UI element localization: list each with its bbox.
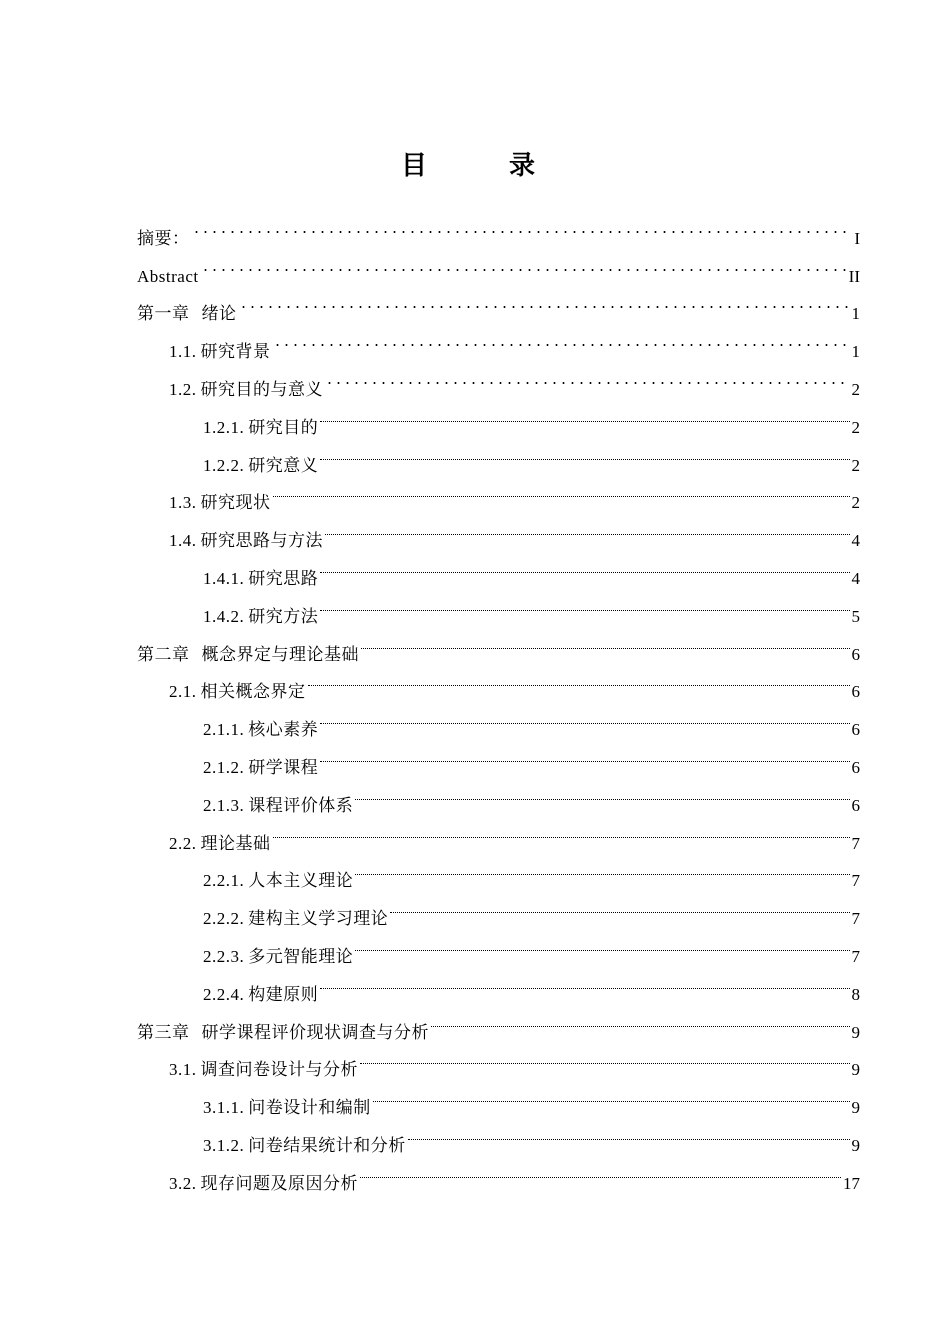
toc-page-number: II [848, 266, 860, 286]
toc-entry-label: 调查问卷设计与分析 [200, 1060, 358, 1080]
toc-entry-label: 研学课程 [248, 757, 319, 777]
toc-entry-label: 研学课程评价现状调查与分析 [201, 1022, 429, 1042]
dot-leader [320, 962, 849, 1000]
toc-entry[interactable] [137, 206, 860, 248]
dot-leader [390, 886, 849, 924]
toc-entry-title [137, 258, 199, 296]
dot-leader [273, 471, 850, 509]
toc-entry-title [203, 409, 318, 447]
toc-page-number: 1 [851, 342, 860, 362]
toc-entry[interactable] [137, 282, 860, 324]
dot-leader [201, 244, 847, 282]
page-title: 目 录 [400, 151, 563, 181]
dot-leader [360, 1038, 850, 1076]
toc-entry-title [169, 522, 323, 560]
toc-page-number: 8 [851, 984, 860, 1004]
dot-leader [320, 546, 849, 584]
dot-leader [239, 282, 850, 320]
toc-page-number: 5 [851, 606, 860, 626]
toc-entry-label: 构建原则 [248, 984, 319, 1004]
toc-entry-number: 3.2. [169, 1173, 197, 1193]
dot-leader [361, 622, 850, 660]
toc-page-number: 4 [851, 531, 860, 551]
toc-entry-number: 3.1.1. [203, 1098, 245, 1118]
dot-leader [325, 357, 850, 395]
toc-entry-number: 1.2.2. [203, 455, 245, 475]
toc-page-number: 7 [851, 833, 860, 853]
toc-entry-number: 3.1.2. [203, 1135, 245, 1155]
toc-page-number: 9 [851, 1022, 860, 1042]
toc-page-number: 6 [851, 795, 860, 815]
dot-leader [360, 1151, 841, 1189]
toc-entry-label: 人本主义理论 [248, 871, 354, 891]
toc-page-number: 9 [851, 1135, 860, 1155]
toc-entry-title [169, 1165, 358, 1203]
dot-leader [355, 924, 849, 962]
toc-entry-label: 相关概念界定 [200, 682, 306, 702]
toc-entry-number: 2.2.4. [203, 984, 245, 1004]
toc-entry-title [203, 711, 318, 749]
dot-leader [431, 1000, 850, 1038]
toc-entry-title [169, 673, 306, 711]
toc-entry-number: 2.2.2. [203, 909, 245, 929]
toc-entry-title [169, 484, 271, 522]
toc-page-number: 9 [851, 1060, 860, 1080]
dot-leader [355, 773, 849, 811]
toc-entry-title [203, 560, 318, 598]
toc-entry-label: 研究现状 [200, 493, 271, 513]
dot-leader [408, 1113, 850, 1151]
toc-page-number: 9 [851, 1098, 860, 1118]
dot-leader [320, 697, 849, 735]
dot-leader [273, 811, 850, 849]
toc-entry-label: 问卷结果统计和分析 [248, 1135, 406, 1155]
toc-entry-title [137, 220, 190, 258]
toc-page-number: 2 [851, 455, 860, 475]
toc-entry-label: 绪论 [201, 304, 237, 324]
toc-entry-title [169, 1051, 358, 1089]
toc-entry-number: 1.1. [169, 342, 197, 362]
toc-entry-number: 1.4. [169, 531, 197, 551]
toc-entry-number: 3.1. [169, 1060, 197, 1080]
toc-entry-label: 研究思路与方法 [200, 531, 323, 551]
toc-entry-label: 研究背景 [200, 342, 271, 362]
toc-entry-number: 1.4.2. [203, 606, 245, 626]
toc-entry[interactable] [137, 244, 860, 286]
table-of-contents [137, 206, 860, 1193]
dot-leader [320, 433, 849, 471]
toc-entry-number: 1.4.1. [203, 568, 245, 588]
toc-entry-number: 2.2. [169, 833, 197, 853]
toc-page-number: 6 [851, 682, 860, 702]
toc-page-number: 2 [851, 379, 860, 399]
dot-leader [373, 1075, 850, 1113]
toc-entry-title [203, 976, 318, 1014]
toc-page-number: 17 [843, 1173, 860, 1193]
toc-entry-number: 第一章 [137, 304, 190, 324]
toc-entry-number: 1.3. [169, 493, 197, 513]
toc-entry-number: 1.2. [169, 379, 197, 399]
toc-page-number: 7 [851, 871, 860, 891]
toc-page-number: 7 [851, 946, 860, 966]
toc-entry[interactable] [137, 319, 860, 362]
toc-entry-label: 研究方法 [248, 606, 319, 626]
toc-entry-label: 建构主义学习理论 [248, 909, 389, 929]
toc-entry-title [137, 295, 237, 333]
toc-page-number: 6 [851, 644, 860, 664]
toc-entry-label: 问卷设计和编制 [248, 1098, 371, 1118]
toc-entry-number: 1.2.1. [203, 417, 245, 437]
toc-entry-title [203, 862, 353, 900]
toc-page-number: 4 [851, 568, 860, 588]
toc-entry-label: 现存问题及原因分析 [200, 1173, 358, 1193]
toc-entry-label: 研究意义 [248, 455, 319, 475]
dot-leader [192, 206, 853, 244]
toc-page-number: 1 [851, 304, 860, 324]
toc-entry-label: 核心素养 [248, 720, 319, 740]
dot-leader [355, 849, 849, 887]
toc-entry-label: 多元智能理论 [248, 946, 354, 966]
toc-entry-label: 理论基础 [200, 833, 271, 853]
toc-entry-label: Abstract [137, 266, 199, 286]
dot-leader [320, 735, 849, 773]
toc-page-number: I [854, 228, 860, 248]
toc-entry-title [203, 749, 318, 787]
dot-leader [320, 584, 849, 622]
dot-leader [320, 395, 849, 433]
toc-entry-label: 概念界定与理论基础 [201, 644, 359, 664]
toc-page-number: 7 [851, 909, 860, 929]
toc-entry-title [169, 825, 271, 863]
toc-entry-label: 研究目的与意义 [200, 379, 323, 399]
dot-leader [273, 319, 850, 357]
toc-entry-title [169, 333, 271, 371]
toc-entry-number: 2.1.1. [203, 720, 245, 740]
toc-page-number: 2 [851, 417, 860, 437]
toc-entry-title [203, 598, 318, 636]
toc-page-number: 6 [851, 720, 860, 740]
toc-entry-number: 2.1. [169, 682, 197, 702]
toc-entry-number: 第二章 [137, 644, 190, 664]
toc-entry-number: 2.1.2. [203, 757, 245, 777]
toc-entry-label: 研究目的 [248, 417, 319, 437]
toc-entry-number: 2.2.1. [203, 871, 245, 891]
toc-entry-title [169, 371, 323, 409]
toc-page-number: 6 [851, 757, 860, 777]
toc-entry-label: 课程评价体系 [248, 795, 354, 815]
toc-entry-number: 2.2.3. [203, 946, 245, 966]
toc-entry-number: 第三章 [137, 1022, 190, 1042]
toc-entry-number: 2.1.3. [203, 795, 245, 815]
toc-page-number: 2 [851, 493, 860, 513]
toc-entry-label: 摘要： [137, 228, 190, 248]
dot-leader [308, 660, 850, 698]
toc-entry-title [203, 1089, 371, 1127]
toc-entry-label: 研究思路 [248, 568, 319, 588]
dot-leader [325, 508, 850, 546]
